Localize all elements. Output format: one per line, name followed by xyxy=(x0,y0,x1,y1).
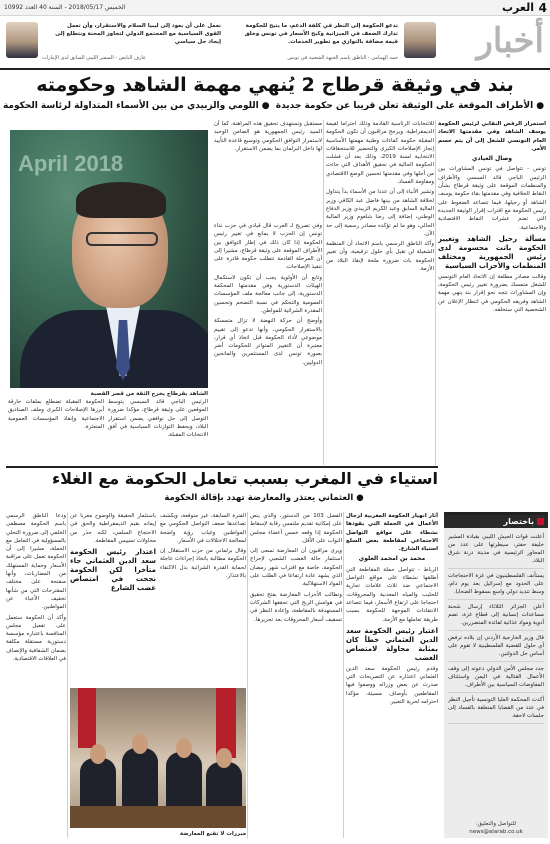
story2-photo[interactable] xyxy=(70,688,246,828)
story2-paragraph: باستثمار الحقيقة والوضوح معربا عن إيمانه بقيم الديمقراطية والحق في الاحتجاج السلمي، لكنه حذر من محاولات تسييس المقاطعة. xyxy=(70,513,156,544)
teaser-author: عارف النايض - السفير الليبي السابق لدى الإمارات xyxy=(42,55,146,61)
dateline: الخميس 2018/05/17 - السنة 40 العدد 10992 xyxy=(4,4,126,11)
main-photo[interactable] xyxy=(10,130,208,388)
story2-subhead-text: العثماني يعتذر والمعارضة تهدد بإقالة الحكومة xyxy=(164,493,354,503)
subhead-part-a: الأطراف الموقعة على الوثيقة تعلن قريبا عن حكومة جديدة xyxy=(275,101,534,111)
column-divider xyxy=(67,512,68,838)
story2-paragraph: وقال برلماني من حزب الاستقلال إن الحكومة مطالبة باتخاذ إجراءات عاجلة لحماية القدرة الشرائية بدل الاكتفاء بالاعتذار. xyxy=(160,548,246,580)
story2-pull-quote: اعتذار رئيس الحكومة سعد الدين العثماني جاء متأخرا لكن الحكومة نجحت في امتصاص غضب الشارع xyxy=(70,548,156,593)
contact-label: للتواصل والتعليق: xyxy=(475,821,517,827)
story1-pull-quote: مسألة رحيل الشاهد وتغيير الحكومة باتت محسومة لدى رئيس الجمهورية ومختلف المنظمات والأحزاب السياسية xyxy=(438,234,546,270)
story2-subhead: ● العثماني يعتذر والمعارضة تهدد بإقالة الحكومة xyxy=(164,493,364,503)
story1-paragraph: وقالت مصادر مطلعة إن الاتحاد العام التونسي للشغل متمسك بضرورة تغيير رئيس الحكومة، وإن المشاورات تتجه نحو إقرار بند ينهي مهمة الشاهد وفريقه الحكومي في انتظار الإعلان عن الشخصية التي ستخلفه. xyxy=(438,273,546,314)
story2-paragraph: الرباط - تتواصل حملة المقاطعة التي أطلقها نشطاء على مواقع التواصل الاجتماعي ضد ثلاث علامات تجارية للحليب والمياه المعدنية والمحروقات، احتجاجا على ارتفاع الأسعار، فيما تتصاعد الانتقادات الموجهة للحكومة بسبب طريقة تعاملها مع الأزمة. xyxy=(346,566,438,623)
main-headline[interactable]: بند في وثيقة قرطاج 2 يُنهي مهمة الشاهد وحكومته xyxy=(36,74,514,96)
quote-teaser-left xyxy=(6,20,221,64)
story2-pull-quote: اعتبار رئيس الحكومة سعد الدين العثماني خطأ كان بمثابة محاولة لامتصاص الغضب xyxy=(346,626,438,662)
teaser-author-name: حمه الهمامي xyxy=(371,55,398,61)
story2-column-1 xyxy=(346,512,438,838)
contact-email-link[interactable]: news@alarab.co.uk xyxy=(469,829,523,835)
main-subhead: ●الأطراف الموقعة على الوثيقة تعلن قريبا عن حكومة جديدة ●اللومي والزبيدي من بين الأسماء المتداولة لرئاسة الحكومة xyxy=(2,101,545,111)
subhead-part-b: اللومي والزبيدي من بين الأسماء المتداولة لرئاسة الحكومة xyxy=(2,101,259,111)
story2-column-4 xyxy=(70,512,156,682)
contact-box xyxy=(448,820,544,836)
story1-paragraph: تونس - تتواصل في تونس المشاورات بين الرئيس الباجي قائد السبسي والأطراف والمنظمات الموقعة على وثيقة قرطاج بشأن النقاط الخلافية وفي مقدمتها بقاء حكومة يوسف الشاهد أو رحيلها، فيما تتصاعد الضغوط على رئيس الحكومة مع اقتراب إقرار الوثيقة الجديدة التي تضم عشرات النقاط الاقتصادية والاجتماعية. xyxy=(438,166,546,231)
top-bar xyxy=(0,0,550,16)
brief-item[interactable]: جدد مجلس الأمن الدولي دعوته إلى وقف الأعمال القتالية في اليمن واستئناف المفاوضات السياسية بين الأطراف. xyxy=(448,662,544,693)
story2-column-5 xyxy=(6,512,66,838)
teaser-quote: نعمل على أن يعود إلى ليبيا السلام والاستقرار، وأن تعمل القوى السياسية مع المجتمع الدولي لتجاوز المحنة ونتطلع إلى إيجاد حل سياسي xyxy=(55,23,221,45)
teaser-author-name: عارف النايض xyxy=(118,55,146,61)
page-number: 4 xyxy=(538,1,547,15)
story2-paragraph: وأكد أن الحكومة ستعمل على تفعيل مجلس المنافسة باعتباره مؤسسة دستورية مستقلة مكلفة بضمان الشفافية والإنصاف في العلاقات الاقتصادية. xyxy=(6,614,66,663)
story2-lead: أثار انهيار الحكومة المغربية لرجال الأعمال في الحملة التي يقودها نشطاء على مواقع التواصل الاجتماعي لمقاطعة بعض السلع استياء الشارع. xyxy=(346,513,438,553)
story1-column-3 xyxy=(214,120,322,216)
section-title: أخبار xyxy=(476,21,544,61)
teaser-quote: ندعو الحكومة إلى النظر في كلفة الدعم، ما يتيح للحكومة تدارك الضعف في الميزانية وكبح الأسعار في تونس وخلق قيمة مضافة بالتوازي مع تطوير الخدمات. xyxy=(244,23,398,45)
teaser-author-role: السفير الليبي السابق لدى الإمارات xyxy=(42,55,114,61)
story2-paragraph: الفصل 103 من الدستور، والذي ينص على إمكانية تقديم ملتمس رقابة لإسقاط الحكومة إذا وقعه خمس أعضاء مجلس النواب على الأقل. xyxy=(250,513,342,544)
brief-item[interactable]: يستأنف الفلسطينيون في غزة الاحتجاجات على الحدود مع إسرائيل بعد يوم دام، وسط تنديد دولي واسع بسقوط الضحايا. xyxy=(448,569,544,600)
quote-teaser-right xyxy=(236,20,436,64)
avatar xyxy=(6,22,38,58)
brief-item[interactable]: أكدت المحكمة العليا التونسية تأجيل النظر في عدد من القضايا المتعلقة بالفساد إلى جلسات لاحقة. xyxy=(448,693,544,724)
story1-column-5 xyxy=(108,398,208,464)
main-photo-caption: الشاهد بقرطاج يخرج الثقة من قصر القصبة xyxy=(90,391,208,397)
story2-byline: محمد بن امحمد العلوي xyxy=(358,555,426,563)
brief-icon xyxy=(537,518,544,525)
avatar xyxy=(404,22,436,58)
story2-photo-caption: مبررات لا تقنع المعارضة xyxy=(179,831,246,837)
story2-paragraph: ودعا الناطق الرسمي باسم الحكومة مصطفى الخلفي إلى ضرورة التحلي بالمسؤولية في التعامل مع الحملة، مشيرا إلى أن الحكومة تعمل على مراقبة الأسعار وحماية المستهلك من المضاربات، وأنها منفتحة على مختلف المقترحات التي من شأنها تخفيف الأعباء عن المواطنين. xyxy=(6,513,66,611)
story1-column-4 xyxy=(214,222,322,465)
story1-column-1 xyxy=(438,120,546,465)
story2-column-2 xyxy=(250,512,342,838)
story1-lead: استمرار الرفض النقابي لرئيس الحكومة يوسف الشاهد وفي مقدمتها الاتحاد العام التونسي للشغل إلى أن يتم حسم الأمر. xyxy=(438,121,546,152)
story1-column-2 xyxy=(326,120,434,465)
news-brief-sidebar xyxy=(444,512,548,838)
story2-headline[interactable]: استياء في المغرب بسبب تعامل الحكومة مع الغلاء xyxy=(51,469,438,488)
newspaper-brand: العرب xyxy=(501,1,534,14)
story2-paragraph: وقدم رئيس الحكومة سعد الدين العثماني اعتذاره عن التصريحات التي صدرت عن بعض وزرائه ووصفوا فيها المقاطعين بأوصاف مسيئة، مؤكدا احترامه لحرية التعبير. xyxy=(346,665,438,706)
sidebar-title: باختصار xyxy=(444,515,548,528)
story2-paragraph: وتطالب الأحزاب المعارضة بفتح تحقيق في هوامش الربح التي تحققها الشركات المستهدفة بالمقاطعة، وإعادة النظر في تسقيف أسعار المحروقات بعد تحريرها. xyxy=(250,591,342,623)
column-divider xyxy=(247,512,248,838)
brief-list xyxy=(444,528,548,726)
story1-paragraph: مستقبل وتستهدف تحقيق هذه المراهنة، كما أن السيد رئيس الجمهورية هو الضامن الوحيد لاستمرار التوافق الحكومي وتوسيع قاعدة التأييد لها داخل البرلمان بما يضمن الاستقرار. xyxy=(214,121,322,152)
story2-paragraph: ويرى مراقبون أن المعارضة تسعى إلى استثمار حالة الغضب الشعبي لإحراج الحكومة، خاصة مع اقتراب شهر رمضان الذي يشهد عادة ارتفاعا في الطلب على المواد الاستهلاكية. xyxy=(250,548,342,588)
column-divider xyxy=(323,120,324,465)
story1-paragraph: الحكومة المقبلة تضطلع بملفات حارقة أبرزها الإصلاحات الكبرى وملف الصناديق الاجتماعية وإنقاذ المؤسسات العمومية المتعثرة. xyxy=(8,399,104,430)
teaser-author: حمه الهمامي - الناطق باسم الجبهة الشعبية في تونس xyxy=(287,55,398,61)
story1-column-6 xyxy=(8,398,104,464)
brief-item[interactable]: أعلن الجزائر الثلاثاء إرسال شحنة مساعدات إنسانية إلى قطاع غزة، تضم أدوية ومواد غذائية لفائدة المتضررين. xyxy=(448,600,544,631)
story1-byline: وصال العيادي xyxy=(471,155,513,163)
story2-column-3 xyxy=(160,512,246,682)
story1-paragraph: للانتخابات الرئاسية القادمة وذلك احتراما لقيمة الديمقراطية. ويرجح مراقبون أن تكون الحكومة المقبلة حكومة كفاءات وطنية مهمتها الأساسية إنجاز الإصلاحات الكبرى والتحضير للاستحقاقات الانتخابية لسنة 2019، وذلك بعد أن فشلت الحكومة الحالية في تحقيق الأهداف التي جاءت من أجلها وفي مقدمتها تحسين الوضع الاقتصادي ومقاومة الفساد. xyxy=(326,121,434,186)
column-divider xyxy=(343,512,344,838)
story1-paragraph: وتشير الأنباء إلى أن عددا من الأسماء بدأ يتداول لخلافة الشاهد من بينها فاضل عبد الكافي وزير المالية السابق وعبد الكريم الزبيدي وزير الدفاع الوطني، إضافة إلى رضا شلغوم وزير المالية الحالي، وهو ما لم تؤكده مصادر رسمية إلى حد الآن. xyxy=(326,189,434,237)
story1-paragraph: وأوضح أن حركة النهضة لا تزال متمسكة بالاستقرار الحكومي، وأنها تدعو إلى تقييم موضوعي لأداء الحكومة قبل اتخاذ أي قرار، معتبرة أن التغيير المتواتر للحكومات أضر بصورة تونس لدى المستثمرين والمانحين الدوليين. xyxy=(214,318,322,366)
photo-background-text: April 2018 xyxy=(18,151,124,176)
story2-paragraph: الفترة السابقة، غير متوقعة، ويكشف تصاعدها ضعف التواصل الحكومي مع المواطنين وغياب رؤية واضحة لمعالجة الاختلالات في الأسعار. xyxy=(160,513,246,544)
brief-item[interactable]: أعلنت قوات الجيش الليبي بقيادة المشير خليفة حفتر، سيطرتها على عدد من المحاور الرئيسية في مدينة درنة شرق البلاد. xyxy=(448,530,544,569)
story1-paragraph: وتابع أن الأولوية يجب أن تكون لاستكمال الهيئات الدستورية وفي مقدمتها المحكمة الدستورية، إلى جانب معالجة ملف المؤسسات العمومية والتحكم في نسبة التضخم وتحسين المقدرة الشرائية للمواطن. xyxy=(214,274,322,314)
column-divider xyxy=(435,120,436,465)
page-header xyxy=(0,16,550,70)
story1-paragraph: الرئيس الباجي قائد السبسي يتوسط الموقعين على وثيقة قرطاج، مؤكدا ضرورة التوصل إلى حل توافقي يضمن استقرار البلاد، ويحفظ التوازنات السياسية في أفق الانتخابات المقبلة. xyxy=(108,399,208,439)
story1-paragraph: وأكد الناطق الرسمي باسم الاتحاد أن المنظمة الشغيلة لن تقبل بأي حلول ترقيعية، وأن تغيير الحكومة بات ضرورة ملحة لإنقاذ البلاد من الأزمة. xyxy=(326,241,434,273)
story1-paragraph: وفي تصريح لـ العرب قال قيادي في حزب نداء تونس إن الحزب لا يمانع في تغيير رئيس الحكومة إذا كان ذلك في إطار التوافق بين الأطراف الموقعة على وثيقة قرطاج، مشيرا إلى أن المرحلة القادمة تتطلب حكومة قادرة على تنفيذ الإصلاحات. xyxy=(214,223,322,271)
teaser-author-role: الناطق باسم الجبهة الشعبية في تونس xyxy=(287,55,367,61)
brief-item[interactable]: قال وزير الخارجية الأردني إن بلاده ترفض أي حلول للقضية الفلسطينية لا تقوم على أساس حل الدولتين. xyxy=(448,631,544,662)
